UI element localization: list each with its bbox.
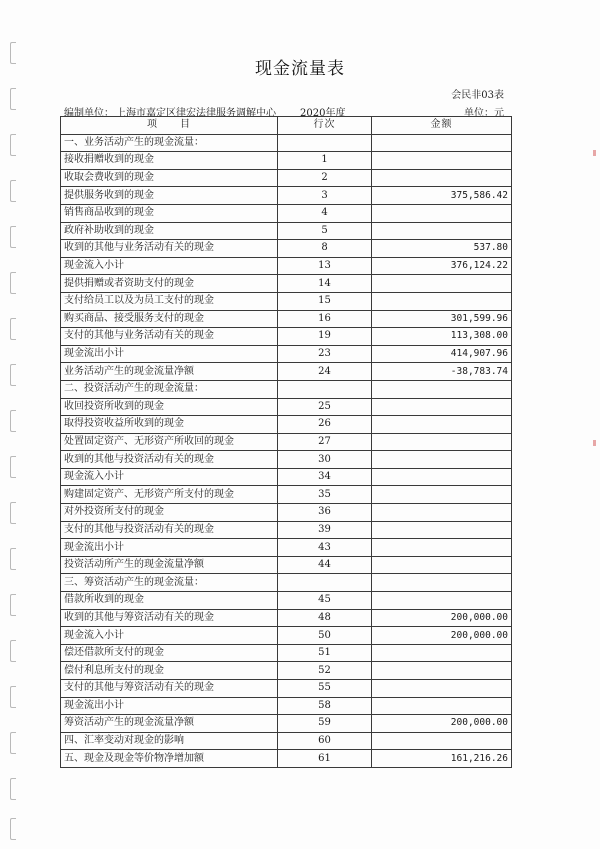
cash-flow-table [60,116,512,768]
table-row [61,574,512,592]
row-amount [372,644,512,662]
page-title: 现金流量表 [255,59,345,79]
unit-label: 编制单位： [64,108,114,119]
table-row [61,504,512,522]
row-line-number: 26 [278,416,372,434]
header-item: 项 目 [61,117,278,135]
row-amount: 200,000.00 [372,627,512,645]
row-label: 收回投资所收到的现金 [61,398,278,416]
row-label: 现金流出小计 [61,345,278,363]
row-amount [372,697,512,715]
row-line-number: 39 [278,521,372,539]
row-label: 筹资活动产生的现金流量净额 [61,715,278,733]
row-line-number: 51 [278,644,372,662]
table-row [61,169,512,187]
row-line-number: 45 [278,592,372,610]
row-line-number: 35 [278,486,372,504]
row-amount [372,662,512,680]
row-line-number: 52 [278,662,372,680]
row-label: 支付的其他与投资活动有关的现金 [61,521,278,539]
header-line: 行次 [278,117,372,135]
row-amount: 376,124.22 [372,257,512,275]
row-amount: 414,907.96 [372,345,512,363]
table-row [61,592,512,610]
table-row [61,257,512,275]
row-line-number: 44 [278,556,372,574]
row-line-number [278,380,372,398]
row-label: 现金流入小计 [61,468,278,486]
row-amount [372,451,512,469]
row-amount [372,521,512,539]
row-amount: 200,000.00 [372,609,512,627]
row-amount: 301,599.96 [372,310,512,328]
row-amount [372,486,512,504]
row-amount [372,169,512,187]
row-amount: 375,586.42 [372,187,512,205]
table-row [61,697,512,715]
row-amount [372,416,512,434]
row-label: 提供服务收到的现金 [61,187,278,205]
form-code: 会民非03表 [451,90,504,101]
row-line-number: 16 [278,310,372,328]
table-row [61,468,512,486]
row-label: 对外投资所支付的现金 [61,504,278,522]
row-label: 收到的其他与业务活动有关的现金 [61,240,278,258]
row-line-number: 3 [278,187,372,205]
row-line-number: 34 [278,468,372,486]
row-amount: 537.80 [372,240,512,258]
row-amount [372,468,512,486]
row-label: 购买商品、接受服务支付的现金 [61,310,278,328]
row-amount [372,433,512,451]
table-row [61,609,512,627]
row-line-number: 30 [278,451,372,469]
row-line-number: 19 [278,328,372,346]
table-row [61,451,512,469]
table-row [61,732,512,750]
row-label: 收取会费收到的现金 [61,169,278,187]
row-label: 四、汇率变动对现金的影响 [61,732,278,750]
row-label: 提供捐赠或者资助支付的现金 [61,275,278,293]
row-line-number: 61 [278,750,372,768]
row-line-number: 59 [278,715,372,733]
table-row [61,310,512,328]
table-row [61,521,512,539]
row-amount [372,732,512,750]
table-row [61,328,512,346]
table-row [61,662,512,680]
row-label: 现金流出小计 [61,539,278,557]
row-line-number: 36 [278,504,372,522]
table-row [61,204,512,222]
row-label: 处置固定资产、无形资产所收回的现金 [61,433,278,451]
row-line-number: 60 [278,732,372,750]
table-row [61,345,512,363]
row-label: 借款所收到的现金 [61,592,278,610]
table-row [61,380,512,398]
table-row [61,486,512,504]
row-line-number: 15 [278,292,372,310]
table-header [61,117,512,135]
row-line-number: 2 [278,169,372,187]
row-amount [372,680,512,698]
row-label: 一、业务活动产生的现金流量： [61,134,278,152]
row-amount [372,574,512,592]
table-row [61,292,512,310]
scan-mark [593,440,596,446]
row-label: 投资活动所产生的现金流量净额 [61,556,278,574]
row-label: 业务活动产生的现金流量净额 [61,363,278,381]
table-row [61,750,512,768]
table-row [61,680,512,698]
row-line-number: 8 [278,240,372,258]
table-row [61,187,512,205]
row-line-number: 14 [278,275,372,293]
row-line-number: 58 [278,697,372,715]
row-line-number [278,134,372,152]
row-label: 接收捐赠收到的现金 [61,152,278,170]
row-label: 支付的其他与筹资活动有关的现金 [61,680,278,698]
table-row [61,433,512,451]
row-label: 现金流出小计 [61,697,278,715]
table-row [61,152,512,170]
table-row [61,222,512,240]
row-line-number: 25 [278,398,372,416]
scan-mark [593,150,596,156]
row-amount [372,398,512,416]
row-amount: 113,308.00 [372,328,512,346]
table-row [61,627,512,645]
row-label: 现金流入小计 [61,257,278,275]
row-label: 收到的其他与筹资活动有关的现金 [61,609,278,627]
binding-holes [0,0,30,849]
report-year: 2020年度 [300,108,346,119]
table-row [61,416,512,434]
row-amount [372,539,512,557]
row-label: 偿付利息所支付的现金 [61,662,278,680]
row-label: 销售商品收到的现金 [61,204,278,222]
row-label: 偿还借款所支付的现金 [61,644,278,662]
row-line-number: 1 [278,152,372,170]
row-label: 三、筹资活动产生的现金流量： [61,574,278,592]
row-amount [372,204,512,222]
table-row [61,398,512,416]
row-line-number: 5 [278,222,372,240]
row-label: 二、投资活动产生的现金流量： [61,380,278,398]
row-amount [372,292,512,310]
row-label: 取得投资收益所收到的现金 [61,416,278,434]
row-amount [372,152,512,170]
unit-name: 上海市嘉定区律宏法律服务调解中心 [116,108,276,119]
row-line-number: 13 [278,257,372,275]
currency-unit: 单位：元 [464,108,504,119]
row-amount: 200,000.00 [372,715,512,733]
row-amount: -38,783.74 [372,363,512,381]
row-line-number: 24 [278,363,372,381]
table-row [61,715,512,733]
row-line-number: 48 [278,609,372,627]
table-row [61,240,512,258]
row-label: 收到的其他与投资活动有关的现金 [61,451,278,469]
row-line-number [278,574,372,592]
row-amount [372,275,512,293]
row-line-number: 4 [278,204,372,222]
row-amount [372,556,512,574]
row-amount [372,592,512,610]
row-label: 五、现金及现金等价物净增加额 [61,750,278,768]
header-amount: 金额 [372,117,512,135]
row-label: 支付给员工以及为员工支付的现金 [61,292,278,310]
row-amount [372,380,512,398]
row-line-number: 55 [278,680,372,698]
row-line-number: 23 [278,345,372,363]
row-label: 现金流入小计 [61,627,278,645]
row-amount [372,222,512,240]
row-line-number: 43 [278,539,372,557]
row-line-number: 50 [278,627,372,645]
row-label: 支付的其他与业务活动有关的现金 [61,328,278,346]
row-label: 政府补助收到的现金 [61,222,278,240]
table-row [61,644,512,662]
row-amount [372,134,512,152]
table-row [61,556,512,574]
row-line-number: 27 [278,433,372,451]
table-row [61,275,512,293]
table-row [61,134,512,152]
row-label: 购建固定资产、无形资产所支付的现金 [61,486,278,504]
row-amount [372,504,512,522]
table-row [61,363,512,381]
row-amount: 161,216.26 [372,750,512,768]
table-row [61,539,512,557]
